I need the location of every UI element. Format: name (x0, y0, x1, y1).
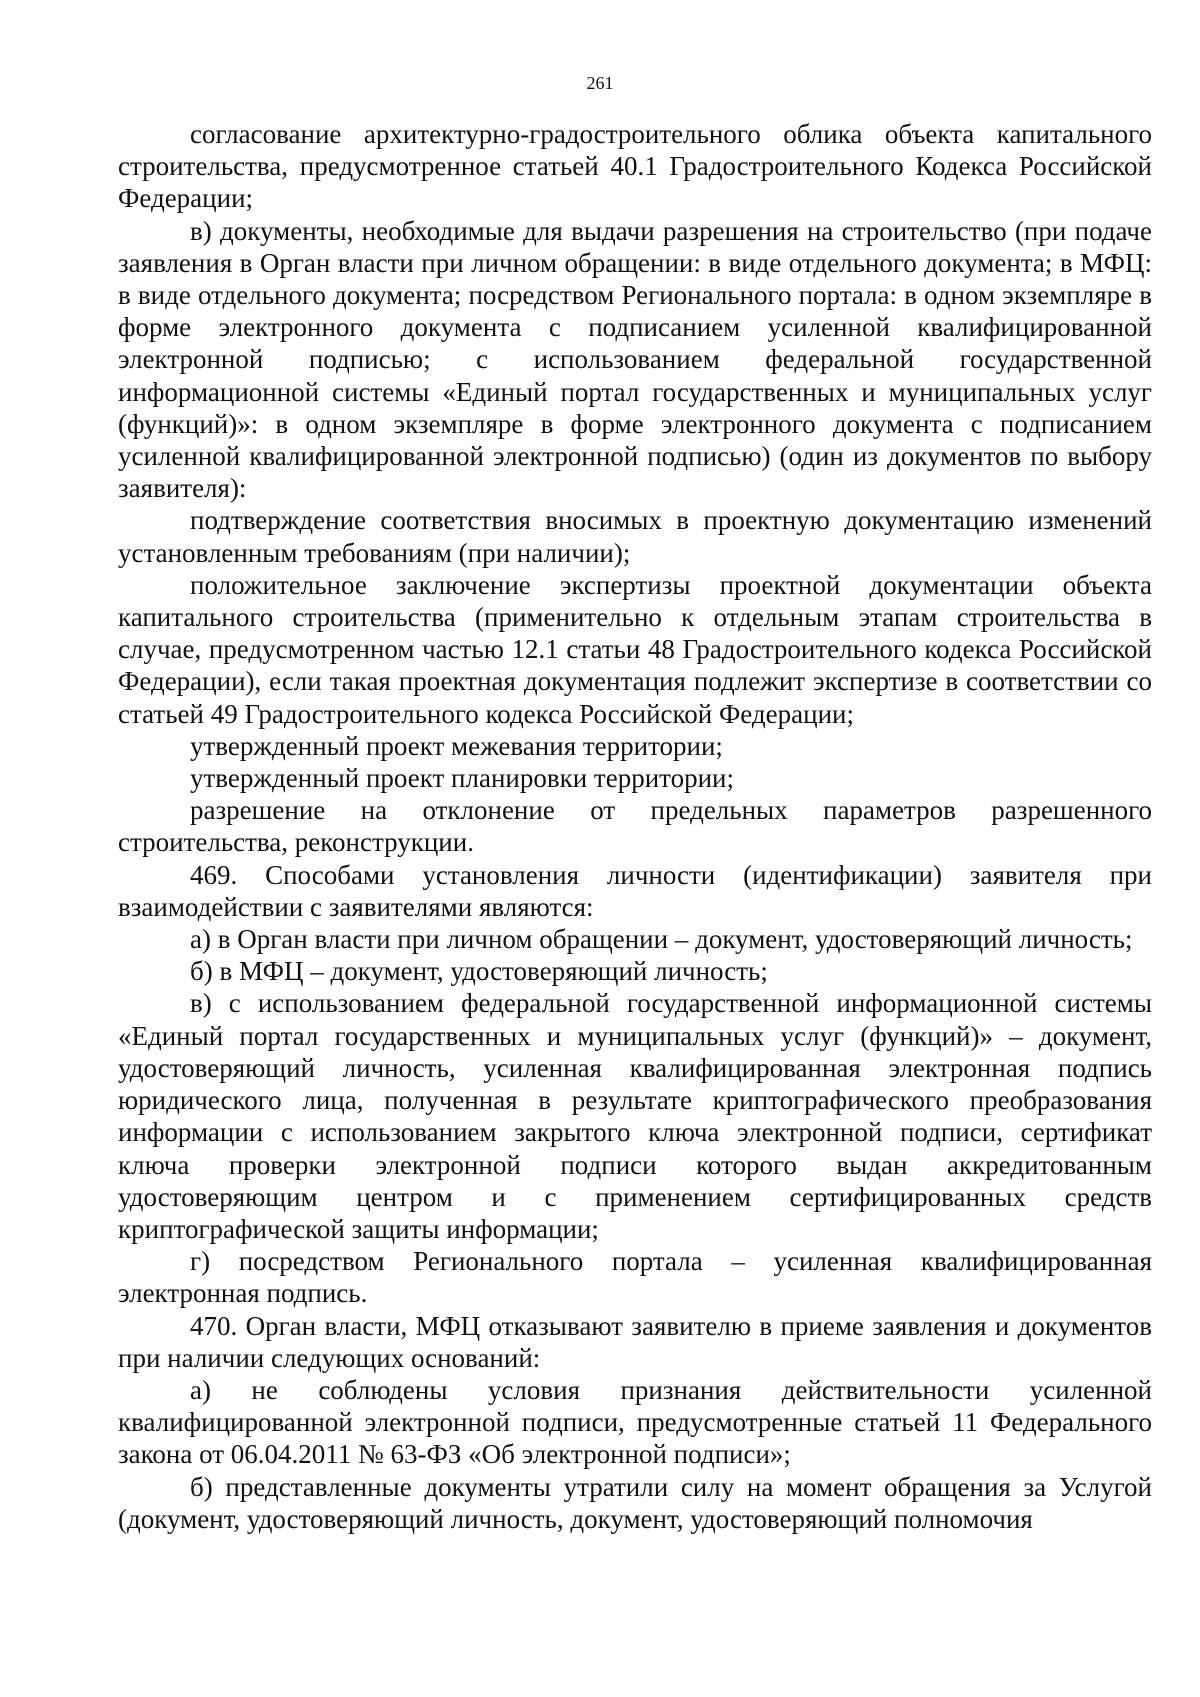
document-body (118, 118, 1152, 1535)
paragraph: а) не соблюдены условия признания действительности усиленной квалифицированной электронной подписи, предусмотренные статьей 11 Федерального закона от 06.04.2011 № 63-ФЗ «Об электронной подписи»; (118, 1374, 1152, 1470)
paragraph: подтверждение соответствия вносимых в проектную документацию изменений установленным требованиям (при наличии); (118, 505, 1152, 568)
paragraph: разрешение на отклонение от предельных параметров разрешенного строительства, реконструкции. (118, 795, 1152, 858)
paragraph: утвержденный проект планировки территории; (190, 763, 735, 794)
paragraph: б) в МФЦ – документ, удостоверяющий личность; (190, 956, 768, 987)
paragraph: в) с использованием федеральной государственной информационной системы «Единый портал государственных и муниципальных услуг (функций)» – документ, удостоверяющий личность, усиленная квалифицированная электронная подпись юридического лица, полученная в результате криптографического преобразования информации с использованием закрытого ключа электронной подписи, сертификат ключа проверки электронной подписи которого выдан аккредитованным удостоверяющим центром и с применением сертифицированных средств криптографической защиты информации; (118, 988, 1152, 1244)
page-number: 261 (586, 73, 614, 93)
paragraph: а) в Орган власти при личном обращении – документ, удостоверяющий личность; (190, 924, 1133, 955)
paragraph: г) посредством Регионального портала – усиленная квалифицированная электронная подпись. (118, 1246, 1152, 1309)
paragraph: 469. Способами установления личности (идентификации) заявителя при взаимодействии с заявителями являются: (118, 859, 1152, 922)
paragraph: в) документы, необходимые для выдачи разрешения на строительство (при подаче заявления в Орган власти при личном обращении: в виде отдельного документа; в МФЦ: в виде отдельного документа; посредством Регионального портала: в одном экземпляре в форме электронного документа с подписанием усиленной квалифицированной электронной подписью; с использованием федеральной государственной информационной системы «Единый портал государственных и муниципальных услуг (функций)»: в одном экземпляре в форме электронного документа с подписанием усиленной квалифицированной электронной подписью) (один из документов по выбору заявителя): (118, 215, 1152, 504)
paragraph: согласование архитектурно-градостроительного облика объекта капитального строительства, предусмотренное статьей 40.1 Градостроительного Кодекса Российской Федерации; (118, 119, 1152, 214)
paragraph: положительное заключение экспертизы проектной документации объекта капитального строительства (применительно к отдельным этапам строительства в случае, предусмотренном частью 12.1 статьи 48 Градостроительного кодекса Российской Федерации), если такая проектная документация подлежит экспертизе в соответствии со статьей 49 Градостроительного кодекса Российской Федерации; (118, 569, 1152, 729)
paragraph: б) представленные документы утратили силу на момент обращения за Услугой (документ, удостоверяющий личность, документ, удостоверяющий полномочия (118, 1471, 1152, 1534)
paragraph: утвержденный проект межевания территории; (190, 730, 723, 761)
paragraph: 470. Орган власти, МФЦ отказывают заявителю в приеме заявления и документов при наличии следующих оснований: (118, 1310, 1152, 1373)
